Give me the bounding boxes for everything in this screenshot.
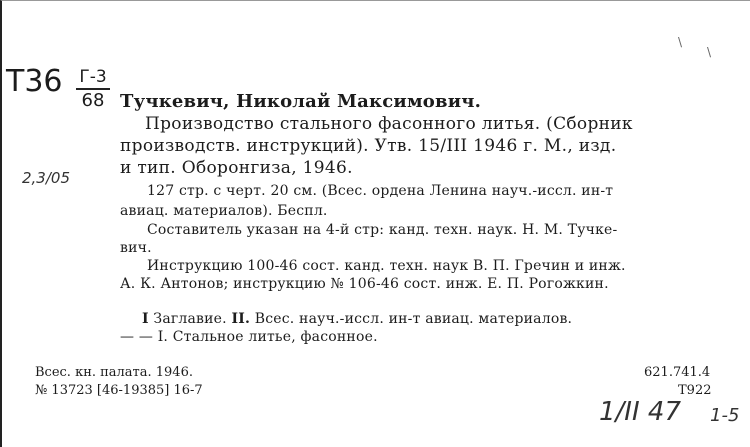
ink-speck: \ xyxy=(678,35,683,49)
compiler-note-line-2: вич. xyxy=(120,240,152,256)
author-cutter-mark: Т922 xyxy=(678,383,712,398)
instructions-note-line-1: Инструкцию 100-46 сост. канд. техн. наук В. П. Гречин и инж. xyxy=(147,258,626,274)
handwritten-corner-mark: 1-5 xyxy=(710,405,740,426)
compiler-note-line-1: Составитель указан на 4-й стр: канд. техн. наук. Н. М. Тучке- xyxy=(147,222,618,238)
tracing-mark-2: II. xyxy=(231,311,251,327)
handwritten-accession-note: 2,3/05 xyxy=(22,169,70,187)
title-line-1: Производство стального фасонного литья. (Сборник xyxy=(145,114,633,134)
shelfmark: Т36 xyxy=(6,64,63,99)
tracings-line-2: — — I. Стальное литье, фасонное. xyxy=(120,329,378,345)
title-line-3: и тип. Оборонгиза, 1946. xyxy=(120,158,353,178)
instructions-note-line-2: А. К. Антонов; инструкцию № 106-46 сост. инж. Е. П. Рогожкин. xyxy=(120,276,609,292)
book-chamber-line-1: Всес. кн. палата. 1946. xyxy=(35,365,193,380)
book-chamber-line-2: № 13723 [46-19385] 16-7 xyxy=(35,383,203,398)
ink-speck: \ xyxy=(707,45,712,59)
handwritten-date: 1/II 47 xyxy=(599,397,681,427)
collation-line-1: 127 стр. с черт. 20 см. (Всес. ордена Ленина науч.-иссл. ин-т xyxy=(147,183,614,199)
author-heading: Тучкевич, Николай Максимович. xyxy=(120,91,482,112)
udc-classification: 621.741.4 xyxy=(644,365,711,380)
title-line-2: производств. инструкций). Утв. 15/III 1946 г. М., изд. xyxy=(120,136,617,156)
tracing-title-entry: Заглавие. xyxy=(153,311,227,327)
tracing-corporate-entry: Всес. науч.-иссл. ин-т авиац. материалов. xyxy=(254,311,573,327)
tracing-mark-1: I xyxy=(142,311,149,327)
shelfmark-numerator: Г-3 xyxy=(76,69,110,90)
collation-line-2: авиац. материалов). Беспл. xyxy=(120,203,328,219)
shelfmark-denominator: 68 xyxy=(81,90,105,111)
tracings-line-1 xyxy=(142,311,572,327)
shelfmark-fraction xyxy=(76,69,110,110)
